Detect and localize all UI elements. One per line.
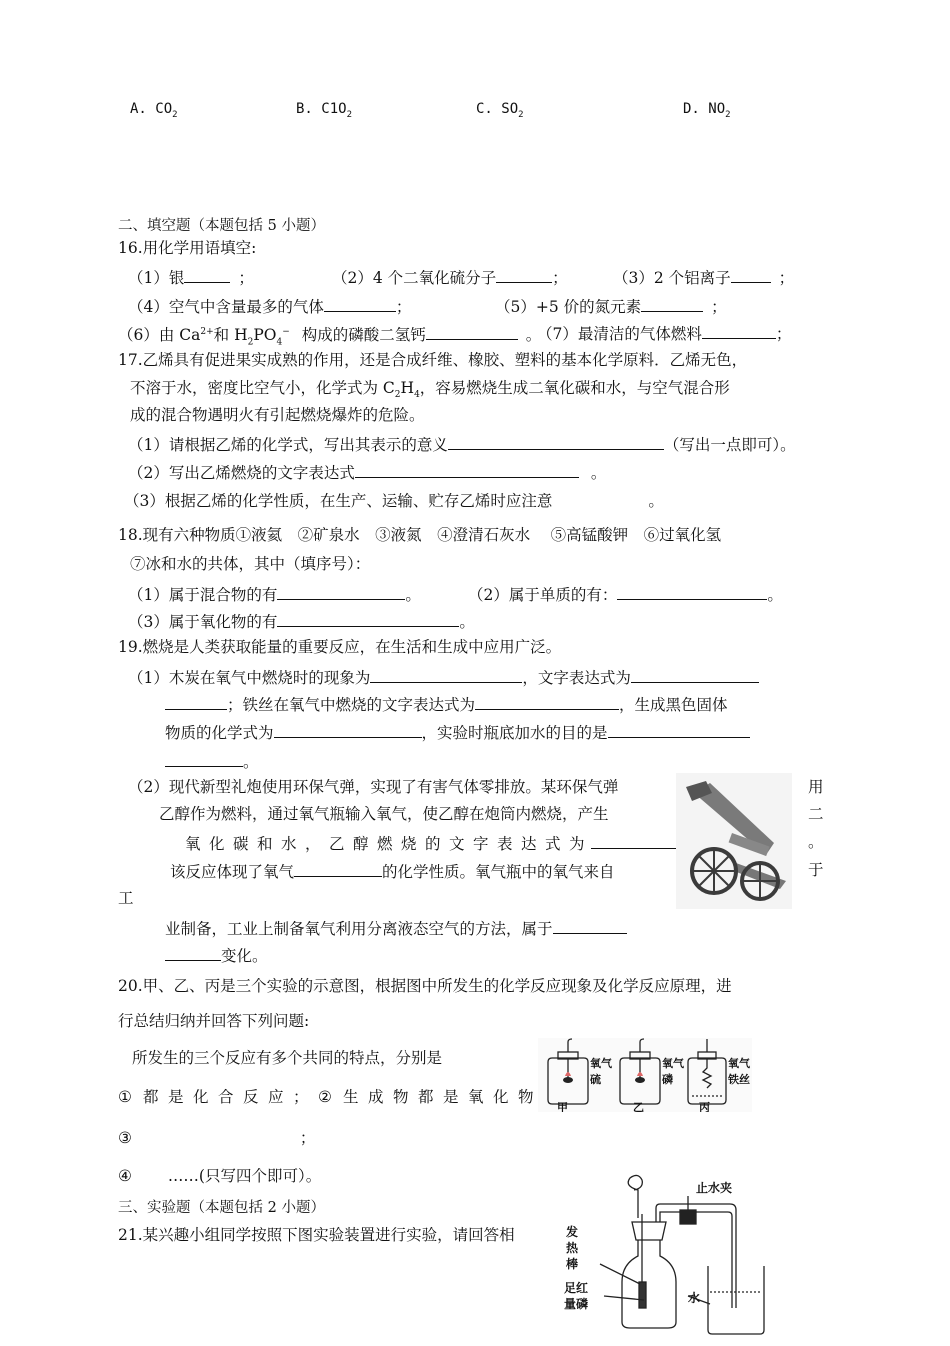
q16-row3: （6）由 $Ca^{2+}$和 $H_2PO_4^-$ 构成的磷酸二氢钙 。: [118, 322, 541, 352]
label-heating-rod-3: 棒: [566, 1257, 579, 1271]
q19-p2-row7: 变化。: [165, 944, 268, 966]
q16-row3b: （7）最清洁的气体燃料 ；: [537, 322, 791, 344]
label-stop-clamp: 止水夹: [696, 1181, 733, 1195]
q21-line1: 21.某兴趣小组同学按照下图实验装置进行实验，请回答相: [118, 1226, 515, 1244]
label-heating-rod-2: 热: [566, 1241, 579, 1255]
choice-a: A. $CO_2$: [130, 101, 178, 120]
q16-stem: 16.用化学用语填空:: [118, 239, 257, 257]
q18-p3: （3）属于氧化物的有 。: [128, 610, 475, 632]
q18-line2: ⑦冰和水的共体，其中（填序号）：: [130, 555, 371, 573]
apparatus-figure: [560, 1172, 780, 1342]
caption-yi: 乙: [633, 1101, 644, 1112]
jar2-label-phosphorus: 磷: [662, 1073, 673, 1086]
q19-p1-row1: （1）木炭在氧气中燃烧时的现象为 ，文字表达式为: [128, 666, 759, 688]
q18-p2: （2）属于单质的有： 。: [468, 583, 783, 605]
label-heating-rod-1: 发: [566, 1225, 579, 1239]
jar1-label-oxygen: 氧气: [590, 1057, 612, 1070]
q17-line3: 成的混合物遇明火有引起燃烧爆炸的危险。: [130, 406, 425, 424]
q19-p2-row4: 该反应体现了氧气 的化学性质。氧气瓶中的氧气来自: [170, 860, 615, 882]
q19-p2-row3: 氧 化 碳 和 水 ， 乙 醇 燃 烧 的 文 字 表 达 式 为: [185, 832, 687, 854]
section-3-title: 三、实验题（本题包括 2 小题）: [118, 1200, 325, 1216]
q19-p1-row2: ；铁丝在氧气中燃烧的文字表达式为 ，生成黑色固体: [165, 693, 728, 715]
salute-cannon-image: [676, 773, 792, 909]
label-red-phosphorus-1: 足红: [564, 1281, 589, 1295]
q18-p1: （1）属于混合物的有 。: [128, 583, 421, 605]
q17-line1: 17.乙烯具有促进果实成熟的作用，还是合成纤维、橡胶、塑料的基本化学原料．乙烯无色，: [118, 351, 748, 369]
q16-row2b: （5）+5 价的氮元素 ；: [495, 295, 727, 317]
q16-row1b: （2）4 个二氧化硫分子 ；: [332, 266, 568, 288]
q16-row1: （1）银 ；: [128, 266, 254, 288]
choice-c: C. $SO_2$: [476, 101, 524, 120]
section-2-title: 二、填空题（本题包括 5 小题）: [118, 218, 325, 234]
jar3-label-oxygen: 氧气: [728, 1057, 750, 1070]
choice-d: D. $NO_2$: [683, 101, 731, 120]
label-red-phosphorus-2: 量磷: [564, 1297, 589, 1311]
q20-line6: ④ ……(只写四个即可）。: [118, 1167, 322, 1185]
q16-row2: （4）空气中含量最多的气体 ；: [128, 295, 411, 317]
q17-p1: （1）请根据乙烯的化学式，写出其表示的意义 （写出一点即可）。: [128, 433, 796, 455]
q19-p1-row4: 。: [165, 750, 259, 772]
q19-p1-row3: 物质的化学式为 ，实验时瓶底加水的目的是: [165, 721, 750, 743]
q19-p2-row2-end: 二: [808, 805, 824, 823]
q20-line4: ① 都 是 化 合 反 应 ； ② 生 成 物 都 是 氧 化 物: [118, 1088, 534, 1106]
q16-row1c: （3）2 个铝离子 ；: [613, 266, 794, 288]
q20-line1: 20.甲、乙、丙是三个实验的示意图，根据图中所发生的化学反应现象及化学反应原理，进: [118, 977, 732, 995]
q20-line3: 所发生的三个反应有多个共同的特点，分别是: [132, 1049, 443, 1067]
q19-p2-row5: 工: [118, 889, 134, 907]
q17-p2: （2）写出乙烯燃烧的文字表达式 。: [128, 461, 606, 483]
q19-p2-row2: 乙醇作为燃料，通过氧气瓶输入氧气，使乙醇在炮筒内燃烧，产生: [159, 805, 609, 823]
q17-p3: （3）根据乙烯的化学性质，在生产、运输、贮存乙烯时应注意 。: [124, 492, 664, 510]
q17-line2: 不溶于水，密度比空气小，化学式为 $C_2H_4$，容易燃烧生成二氧化碳和水，与空气混合形: [130, 379, 730, 401]
q19-p2-row4-end: 于: [808, 861, 824, 879]
q19-p2-row1-end: 用: [808, 778, 824, 796]
q19-p2-row1: （2）现代新型礼炮使用环保气弹，实现了有害气体零排放。某环保气弹: [128, 778, 619, 796]
q20-line2: 行总结归纳并回答下列问题:: [118, 1012, 310, 1030]
q18-line1: 18.现有六种物质①液氦 ②矿泉水 ③液氮 ④澄清石灰水 ⑤高锰酸钾 ⑥过氧化氢: [118, 526, 722, 544]
jar2-label-oxygen: 氧气: [662, 1057, 684, 1070]
q19-p2-row6: 业制备，工业上制备氧气利用分离液态空气的方法，属于: [165, 917, 627, 939]
caption-bing: 丙: [699, 1101, 710, 1112]
label-water: 水: [688, 1291, 701, 1305]
q19-line1: 19.燃烧是人类获取能量的重要反应，在生活和生成中应用广泛。: [118, 638, 562, 656]
choice-b: B. $C1O_2$: [296, 101, 353, 120]
jar1-label-sulfur: 硫: [590, 1073, 601, 1086]
caption-jia: 甲: [557, 1101, 568, 1112]
q19-p2-row3-end: 。: [808, 833, 824, 851]
three-jars-figure: [538, 1038, 752, 1112]
jar3-label-iron-wire: 铁丝: [728, 1073, 750, 1086]
q20-line5: ③ ；: [118, 1129, 316, 1147]
